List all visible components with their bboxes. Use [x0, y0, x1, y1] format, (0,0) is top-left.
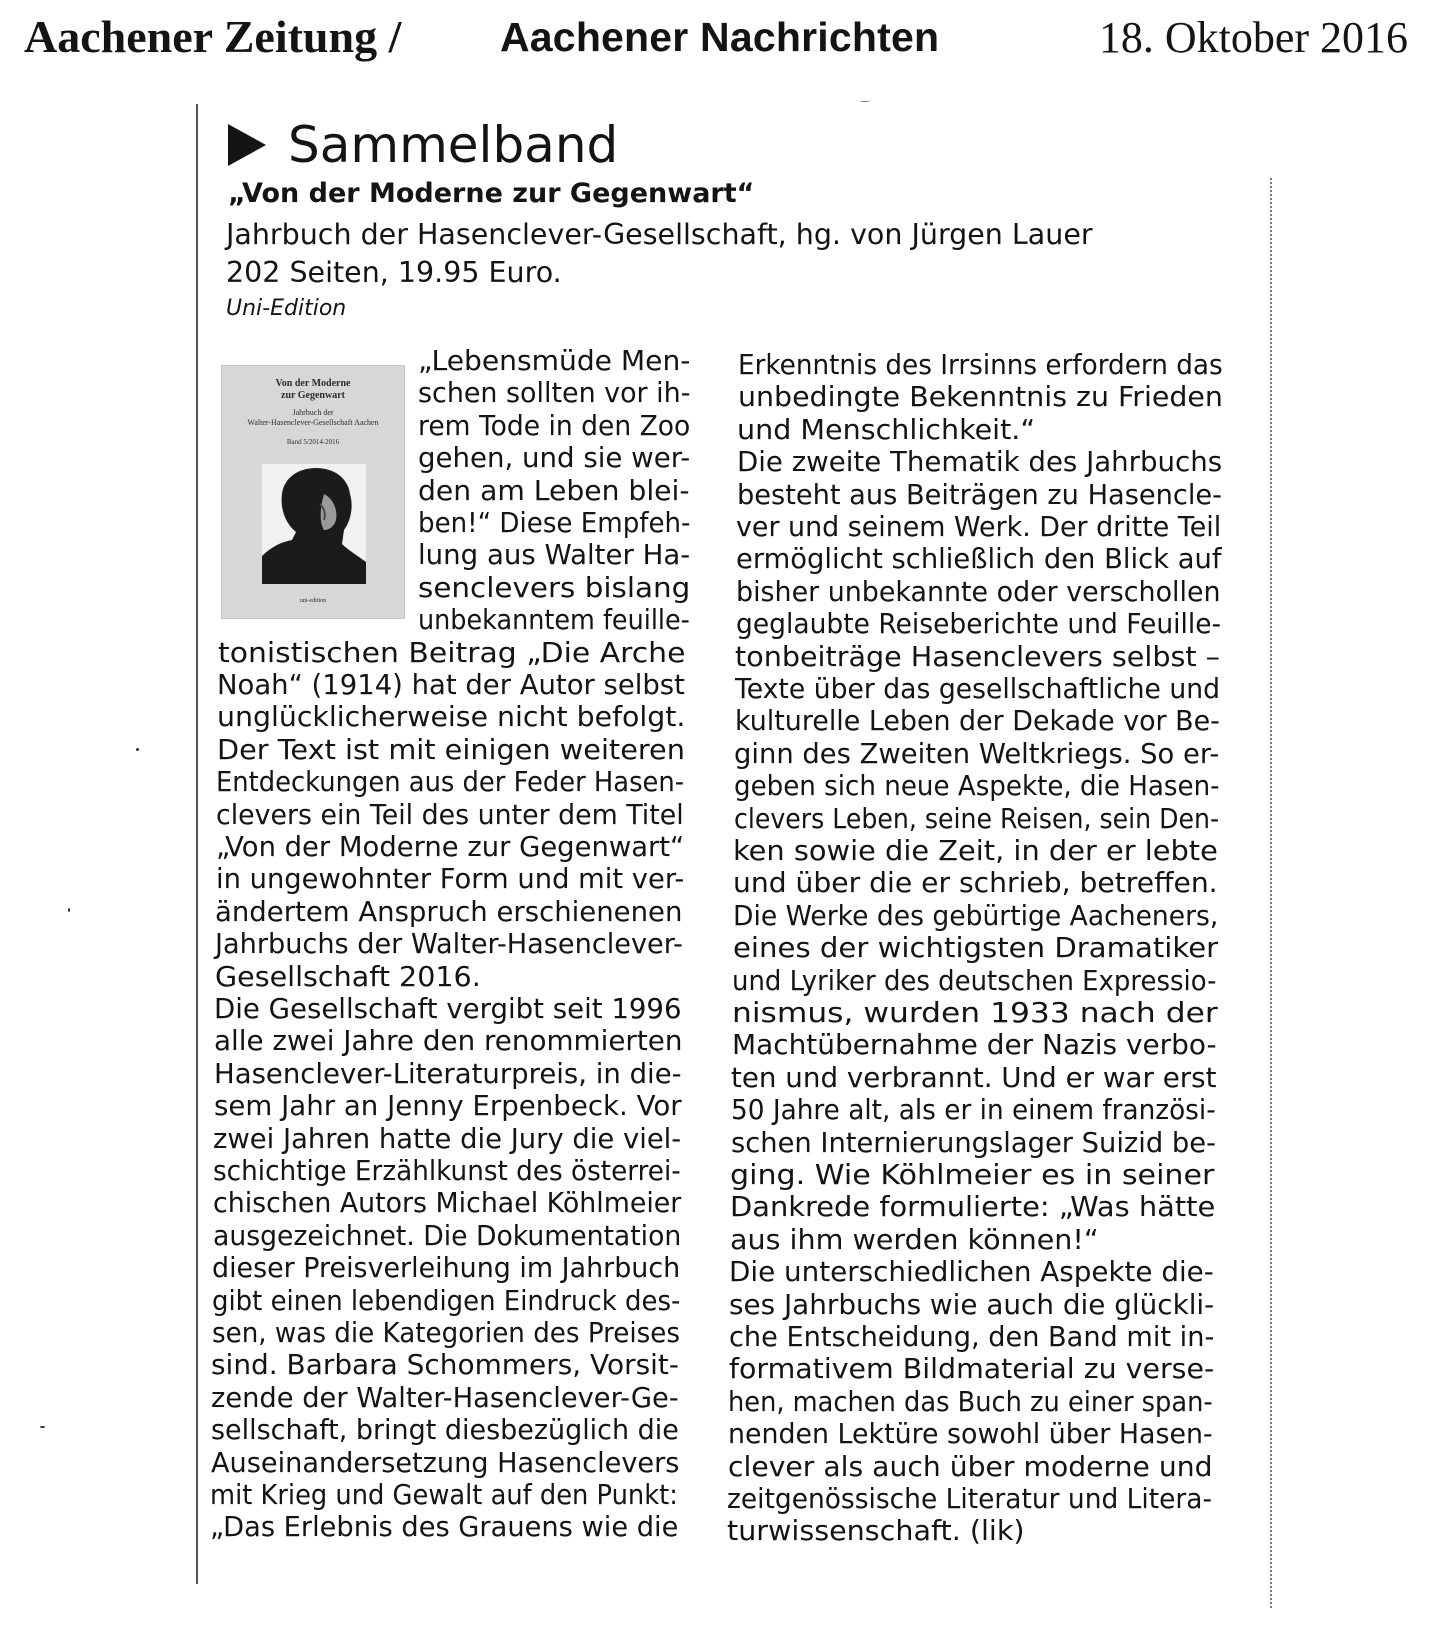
author-portrait	[262, 464, 366, 584]
portrait-drawing	[262, 464, 366, 584]
cover-title-line: zur Gegenwart	[281, 390, 345, 401]
article-text-line: ändertem Anspruch erschienenen	[215, 894, 683, 928]
article-text-line: Gesellschaft 2016.	[214, 959, 481, 993]
article-text-line: Die Werke des gebürtige Aacheners,	[732, 898, 1219, 932]
article-text-line: lung aus Walter Ha-	[418, 538, 691, 572]
article-text-line: bisher unbekannte oder verschollen	[735, 574, 1221, 608]
cover-imprint: uni-edition	[299, 598, 327, 604]
article-text-line: clever als auch über moderne und	[727, 1449, 1213, 1483]
article-text-line: Jahrbuchs der Walter-Hasenclever-	[215, 927, 683, 961]
article-text-line: zeitgenössische Literatur und Litera-	[727, 1482, 1213, 1515]
article-text-line: ben!“ Diese Empfeh-	[418, 506, 691, 539]
scan-speck	[40, 1426, 45, 1428]
article-text-line: Machtübernahme der Nazis verbo-	[731, 1028, 1217, 1062]
article-text-line: schen Internierungslager Suizid be-	[730, 1125, 1216, 1159]
article-text-line: ver und seinem Werk. Der dritte Teil	[736, 510, 1222, 543]
article-text-line: ses Jahrbuchs wie auch die glückli-	[729, 1287, 1215, 1321]
book-info	[226, 216, 1093, 292]
article-text-line: unbekanntem feuille-	[418, 603, 690, 637]
article-text-line: schen sollten vor ih-	[418, 376, 691, 410]
scan-speck	[860, 101, 870, 102]
article-text-line: formativem Bildmaterial zu verse-	[728, 1352, 1214, 1386]
cover-edition: Band 5/2014-2016	[286, 438, 340, 446]
book-price-line: 202 Seiten, 19.95 Euro.	[226, 256, 562, 289]
article-text-line: Die Gesellschaft vergibt seit 1996	[214, 992, 682, 1025]
article-text-line: nenden Lektüre sowohl über Hasen-	[727, 1417, 1213, 1451]
article-text-line: sen, was die Kategorien des Preises	[211, 1316, 680, 1349]
article-text-line: und über die er schrieb, betreffen.	[733, 866, 1218, 900]
column-rule-left	[196, 104, 198, 1584]
cover-title-line: Von der Moderne	[275, 378, 351, 389]
cover-subtitle-line: Walter-Hasenclever-Gesellschaft Aachen	[247, 418, 379, 427]
article-text-line: in ungewohnter Form und mit ver-	[215, 862, 684, 896]
article-text-line: Dankrede formulierte: „Was hätte	[730, 1190, 1216, 1224]
publication-date: 18. Oktober 2016	[1098, 13, 1408, 62]
play-triangle-icon	[228, 124, 266, 166]
section-heading	[228, 114, 618, 176]
article-text-line: „Das Erlebnis des Grauens wie die	[210, 1510, 679, 1544]
article-text-line: Der Text ist mit einigen weiteren	[216, 732, 685, 766]
article-text-line: turwissenschaft. (lik)	[727, 1514, 1025, 1548]
article-text-line: den am Leben blei-	[418, 473, 690, 507]
article-text-line: ken sowie die Zeit, in der er lebte	[733, 834, 1219, 867]
cover-subtitle	[232, 408, 394, 428]
article-text-line: aus ihm werden können!“	[729, 1222, 1099, 1256]
article-text-line: clevers ein Teil des unter dem Titel	[216, 797, 684, 831]
article-text-line: zwei Jahren hatte die Jury die viel-	[213, 1121, 682, 1155]
article-text-line: und Menschlichkeit.“	[737, 412, 1036, 446]
article-text-line: unbedingte Bekenntnis zu Frieden	[737, 380, 1223, 414]
article-text-line: Hasenclever-Literaturpreis, in die-	[213, 1056, 682, 1090]
article-text-line: eines der wichtigsten Dramatiker	[732, 931, 1218, 965]
article-text-line: besteht aus Beiträgen zu Hasencle-	[736, 477, 1222, 511]
scan-speck	[68, 908, 70, 912]
article-text-line: alle zwei Jahre den renommierten	[214, 1024, 683, 1058]
article-text-line: Die zweite Thematik des Jahrbuchs	[737, 445, 1223, 479]
article-text-line: clevers Leben, seine Reisen, sein Den-	[733, 801, 1219, 835]
publisher: Uni-Edition	[226, 296, 347, 321]
article-text-line: und Lyriker des deutschen Expressio-	[732, 963, 1217, 997]
article-text-line: che Entscheidung, den Band mit in-	[728, 1320, 1215, 1353]
article-text-line: Texte über das gesellschaftliche und	[734, 672, 1220, 705]
article-text-line: Auseinandersetzung Hasenclevers	[210, 1445, 679, 1479]
article-text-line: sellschaft, bringt diesbezüglich die	[210, 1413, 679, 1447]
cover-title	[222, 378, 404, 402]
article-text-line: sem Jahr an Jenny Erpenbeck. Vor	[213, 1089, 682, 1123]
book-cover-image	[221, 365, 405, 619]
article-text-line: geben sich neue Aspekte, die Hasen-	[734, 769, 1220, 803]
article-text-line: nismus, wurden 1933 nach der	[731, 996, 1218, 1029]
article-text-line: hen, machen das Buch zu einer span-	[728, 1384, 1213, 1418]
article-text-line: geglaubte Reiseberichte und Feuille-	[735, 607, 1221, 641]
scan-speck	[136, 748, 139, 751]
article-text-line: Die unterschiedlichen Aspekte die-	[729, 1255, 1215, 1289]
masthead	[24, 10, 1408, 70]
section-label: Sammelband	[288, 116, 619, 174]
article-text-line: 50 Jahre alt, als er in einem französi-	[730, 1093, 1216, 1127]
book-editor-line: Jahrbuch der Hasenclever-Gesellschaft, hg. von Jürgen Lauer	[226, 218, 1093, 251]
article-text-line: zende der Walter-Hasenclever-Ge-	[211, 1380, 679, 1414]
article-text-line: ging. Wie Köhlmeier es in seiner	[730, 1158, 1215, 1191]
newspaper-name-nachrichten: Aachener Nachrichten	[500, 14, 940, 60]
article-text-line: sind. Barbara Schommers, Vorsit-	[211, 1348, 680, 1382]
cover-subtitle-line: Jahrbuch der	[292, 408, 334, 417]
article-text-line: gehen, und sie wer-	[418, 441, 691, 475]
article-text-line: dieser Preisverleihung im Jahrbuch	[212, 1251, 681, 1285]
article-text-line: schichtige Erzählkunst des österrei-	[213, 1154, 681, 1187]
article-text-line: ausgezeichnet. Die Dokumentation	[212, 1218, 681, 1252]
article-text-line: ten und verbrannt. Und er war erst	[731, 1060, 1217, 1094]
article-text-line: kulturelle Leben der Dekade vor Be-	[734, 704, 1220, 738]
article-text-line: mit Krieg und Gewalt auf den Punkt:	[210, 1478, 679, 1511]
article-text-line: Erkenntnis des Irrsinns erfordern das	[738, 348, 1223, 381]
article-text-line: ermöglicht schließlich den Blick auf	[736, 542, 1222, 576]
article-text-line: „Von der Moderne zur Gegenwart“	[215, 830, 685, 863]
book-title: „Von der Moderne zur Gegenwart“	[228, 178, 755, 209]
article-text-line: chischen Autors Michael Köhlmeier	[212, 1186, 682, 1220]
article-text-line: senclevers bislang	[418, 570, 691, 604]
article-text-line: gibt einen lebendigen Eindruck des-	[211, 1283, 681, 1317]
article-text-line: rem Tode in den Zoo	[418, 408, 691, 442]
column-rule-right	[1270, 178, 1272, 1608]
article-text-line: tonistischen Beitrag „Die Arche	[217, 635, 685, 669]
article-text-line: „Lebensmüde Men-	[418, 344, 691, 377]
article-text-line: unglücklicherweise nicht befolgt.	[216, 700, 686, 734]
article-text-line: Entdeckungen aus der Feder Hasen-	[216, 765, 685, 799]
newspaper-name-zeitung: Aachener Zeitung /	[24, 11, 402, 62]
article-text-line: tonbeiträge Hasenclevers selbst –	[735, 639, 1221, 673]
article-text-line: ginn des Zweiten Weltkriegs. So er-	[734, 736, 1220, 770]
article-text-line: Noah“ (1914) hat der Autor selbst	[217, 668, 686, 701]
